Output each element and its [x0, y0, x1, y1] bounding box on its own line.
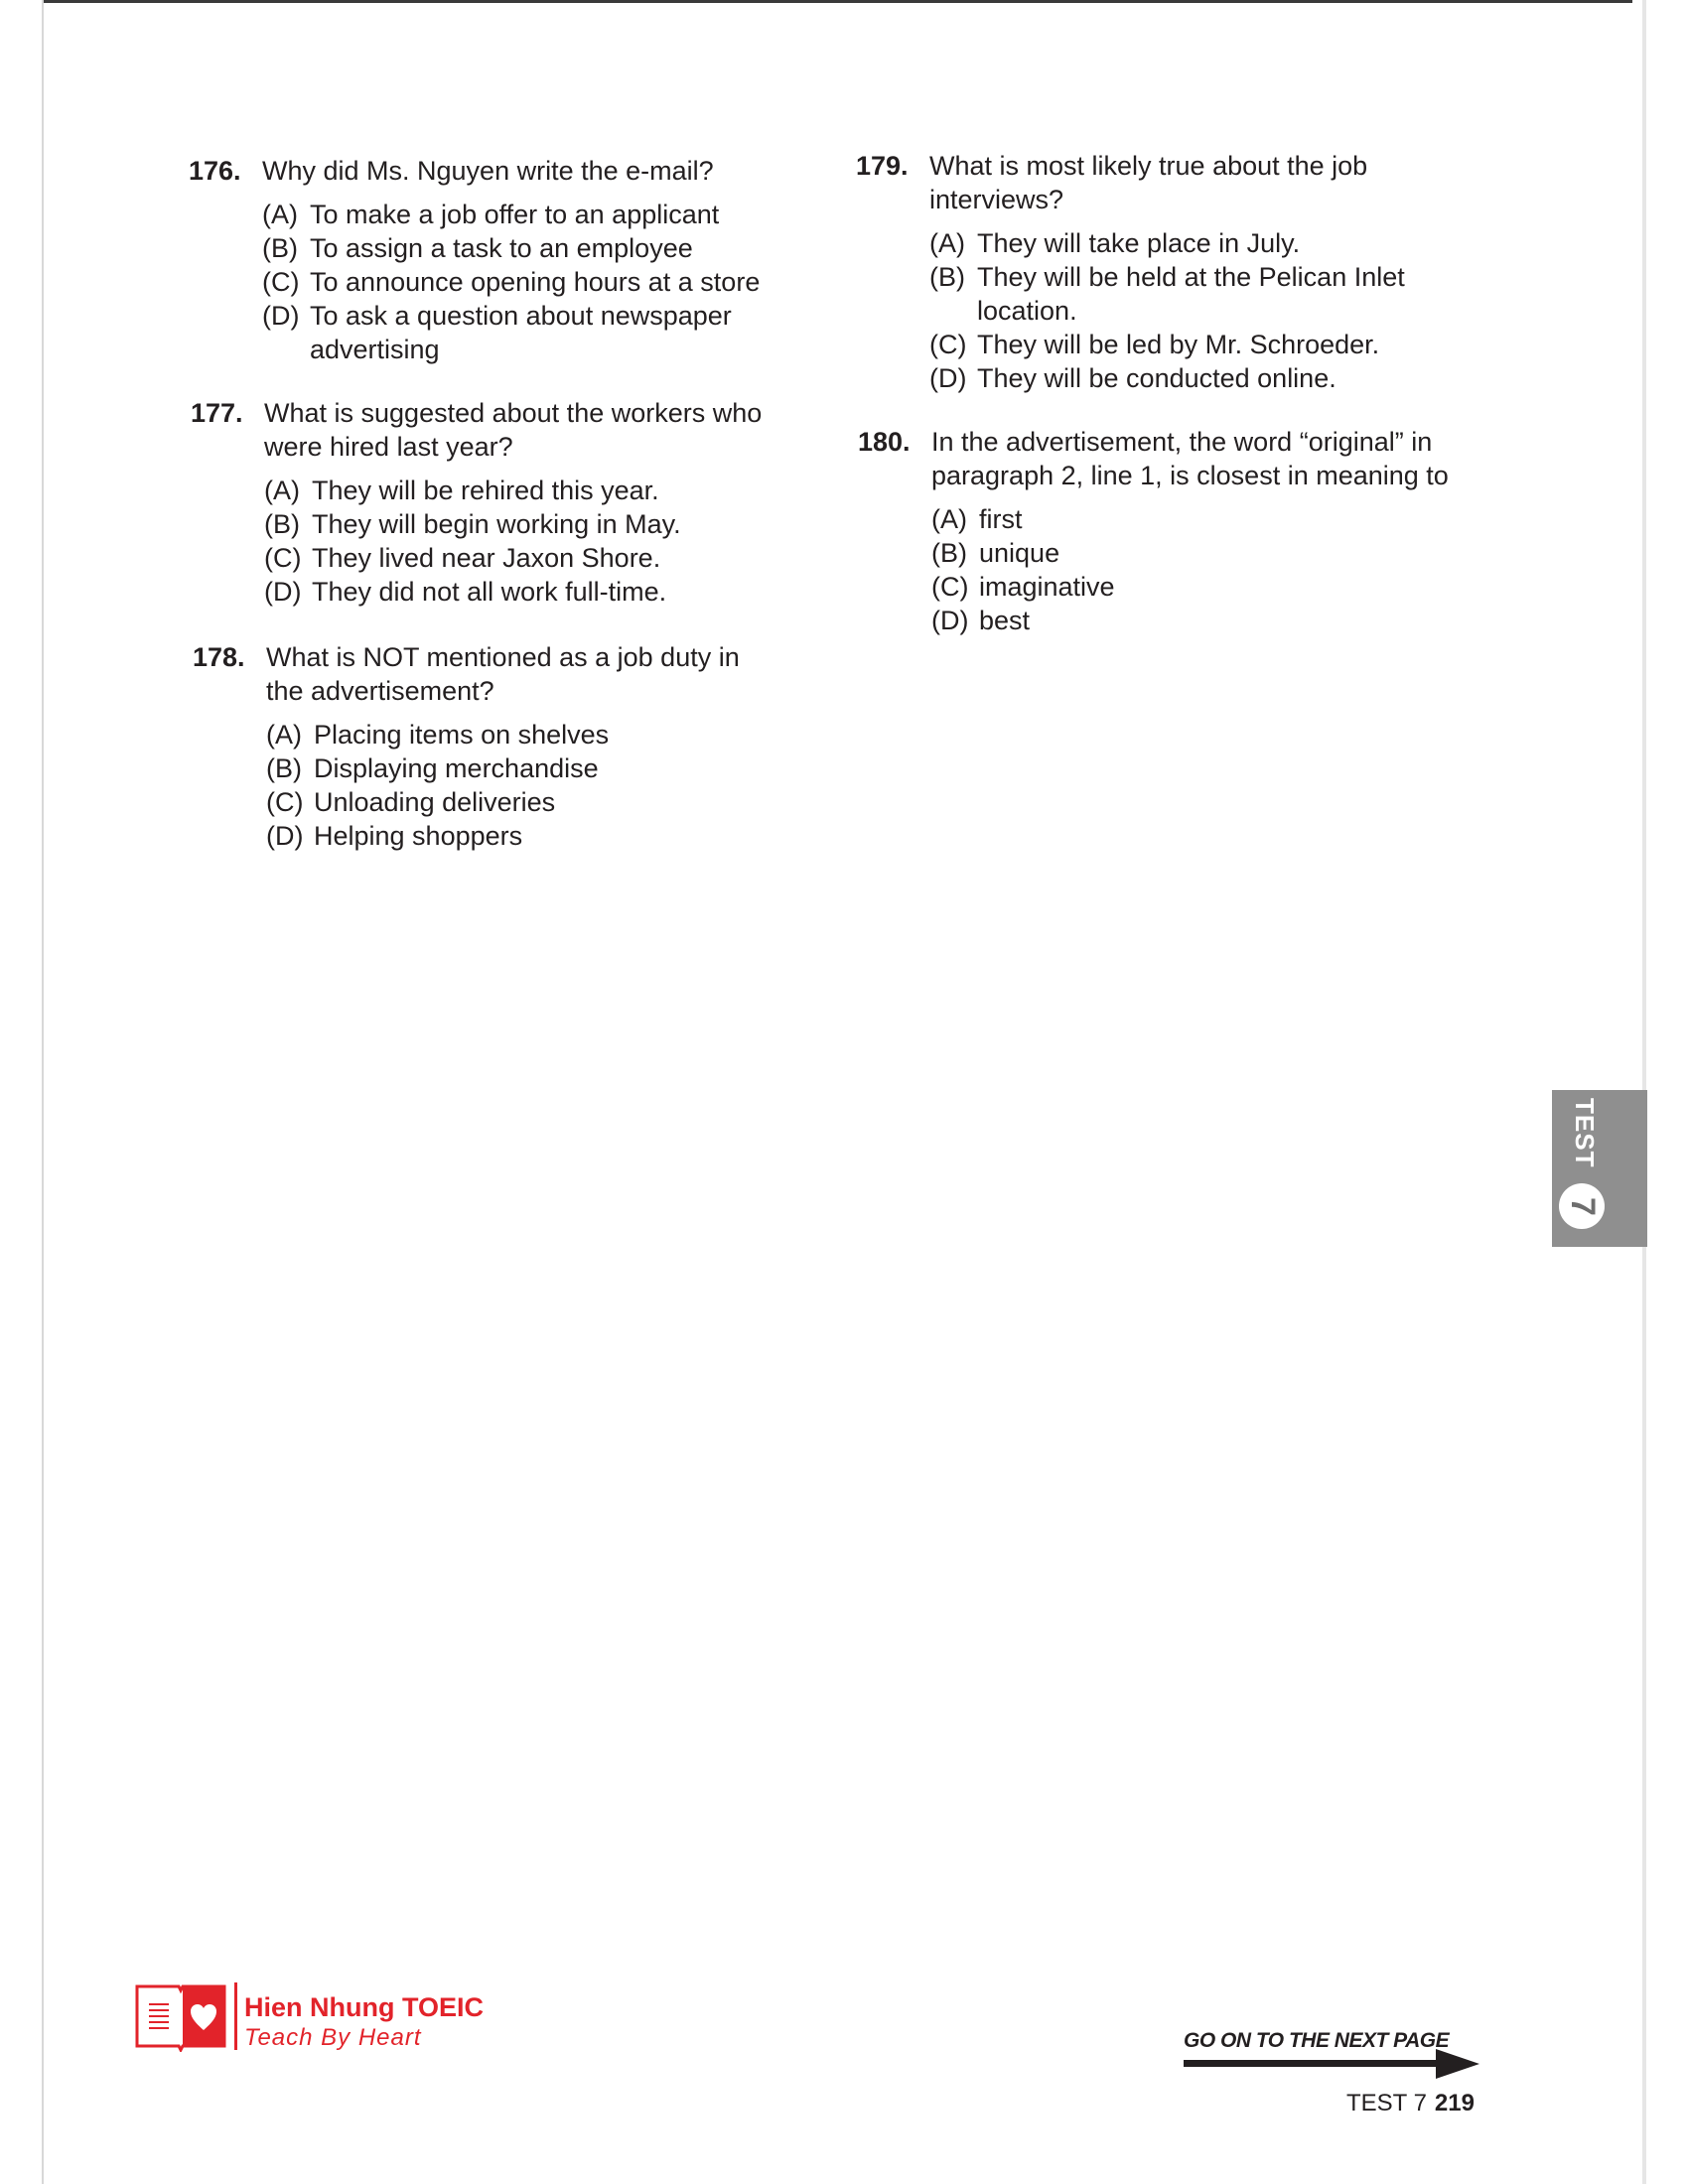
option-text: To ask a question about newspaper advertising — [310, 301, 732, 364]
option-letter: (A) — [264, 476, 300, 505]
question-176 — [189, 154, 804, 366]
option-letter: (D) — [262, 301, 300, 331]
question-180 — [858, 425, 1493, 637]
option-letter: (B) — [264, 509, 300, 539]
answer-options — [931, 502, 1493, 637]
scan-edge-top — [44, 0, 1632, 3]
option-c — [929, 328, 1491, 361]
option-letter: (B) — [262, 233, 298, 263]
option-letter: (C) — [262, 267, 300, 297]
option-text: best — [979, 606, 1031, 635]
option-d — [262, 299, 759, 366]
question-stem: In the advertisement, the word “original” in paragraph 2, line 1, is closest in meaning to — [931, 427, 1449, 490]
option-text: Unloading deliveries — [314, 787, 556, 817]
option-letter: (C) — [264, 543, 302, 573]
option-letter: (A) — [266, 720, 302, 750]
option-b — [931, 536, 1493, 570]
option-d — [931, 604, 1493, 637]
option-b — [262, 231, 804, 265]
logo-tagline: Teach By Heart — [244, 2024, 422, 2051]
option-text: To assign a task to an employee — [310, 233, 693, 263]
scan-edge-left — [42, 0, 44, 2184]
option-a — [931, 502, 1493, 536]
option-d — [929, 361, 1491, 395]
option-b — [264, 507, 806, 541]
next-page-label: GO ON TO THE NEXT PAGE — [1184, 2029, 1450, 2052]
option-text: They will begin working in May. — [312, 509, 681, 539]
brand-logo — [135, 1980, 512, 2060]
answer-options — [266, 718, 808, 853]
option-d — [266, 819, 808, 853]
option-a — [929, 226, 1491, 260]
option-text: They lived near Jaxon Shore. — [312, 543, 661, 573]
option-letter: (C) — [931, 572, 969, 602]
option-letter: (D) — [929, 363, 967, 393]
question-number: 178. — [193, 642, 245, 672]
option-c — [262, 265, 804, 299]
option-text: To make a job offer to an applicant — [310, 200, 720, 229]
option-d — [264, 575, 806, 609]
option-text: They did not all work full-time. — [312, 577, 667, 607]
question-177 — [191, 396, 806, 609]
option-text: first — [979, 504, 1023, 534]
right-arrow-icon — [1184, 2049, 1479, 2079]
option-c — [264, 541, 806, 575]
option-text: Displaying merchandise — [314, 753, 599, 783]
question-number: 176. — [189, 156, 241, 186]
option-letter: (A) — [262, 200, 298, 229]
answer-options — [264, 474, 806, 609]
question-stem: What is NOT mentioned as a job duty in the advertisement? — [266, 642, 740, 706]
option-text: Helping shoppers — [314, 821, 523, 851]
option-letter: (C) — [929, 330, 967, 359]
option-letter: (C) — [266, 787, 304, 817]
question-179 — [856, 149, 1491, 395]
option-text: They will be held at the Pelican Inlet location. — [977, 262, 1405, 326]
option-text: unique — [979, 538, 1060, 568]
test-section-tab — [1552, 1090, 1647, 1247]
option-letter: (A) — [931, 504, 967, 534]
option-letter: (B) — [931, 538, 967, 568]
option-a — [266, 718, 808, 751]
answer-options — [929, 226, 1491, 395]
question-number: 180. — [858, 427, 911, 457]
option-letter: (D) — [266, 821, 304, 851]
option-text: They will be led by Mr. Schroeder. — [977, 330, 1380, 359]
answer-options — [262, 198, 804, 366]
option-text: They will be conducted online. — [977, 363, 1336, 393]
option-text: To announce opening hours at a store — [310, 267, 761, 297]
question-178 — [193, 640, 808, 853]
test-label: TEST 7 — [1346, 2090, 1427, 2116]
option-text: imaginative — [979, 572, 1115, 602]
option-b — [266, 751, 808, 785]
question-stem: Why did Ms. Nguyen write the e-mail? — [262, 156, 714, 186]
book-heart-icon — [135, 1980, 226, 2052]
option-letter: (D) — [264, 577, 302, 607]
option-c — [266, 785, 808, 819]
question-stem: What is suggested about the workers who were hired last year? — [264, 398, 763, 462]
page-footer — [1346, 2090, 1475, 2117]
option-a — [264, 474, 806, 507]
option-letter: (B) — [929, 262, 965, 292]
page-number: 219 — [1434, 2090, 1475, 2116]
question-number: 179. — [856, 151, 909, 181]
option-b — [929, 260, 1426, 328]
logo-divider — [234, 1982, 237, 2050]
option-c — [931, 570, 1493, 604]
option-letter: (B) — [266, 753, 302, 783]
option-letter: (A) — [929, 228, 965, 258]
tab-number: 7 — [1563, 1196, 1602, 1216]
option-text: Placing items on shelves — [314, 720, 610, 750]
option-text: They will be rehired this year. — [312, 476, 659, 505]
option-text: They will take place in July. — [977, 228, 1301, 258]
question-stem: What is most likely true about the job interviews? — [929, 151, 1368, 214]
option-letter: (D) — [931, 606, 969, 635]
question-number: 177. — [191, 398, 243, 428]
tab-label: TEST — [1570, 1098, 1600, 1168]
logo-brand-name: Hien Nhung TOEIC — [244, 1992, 484, 2022]
option-a — [262, 198, 804, 231]
tab-number-badge — [1559, 1183, 1605, 1229]
